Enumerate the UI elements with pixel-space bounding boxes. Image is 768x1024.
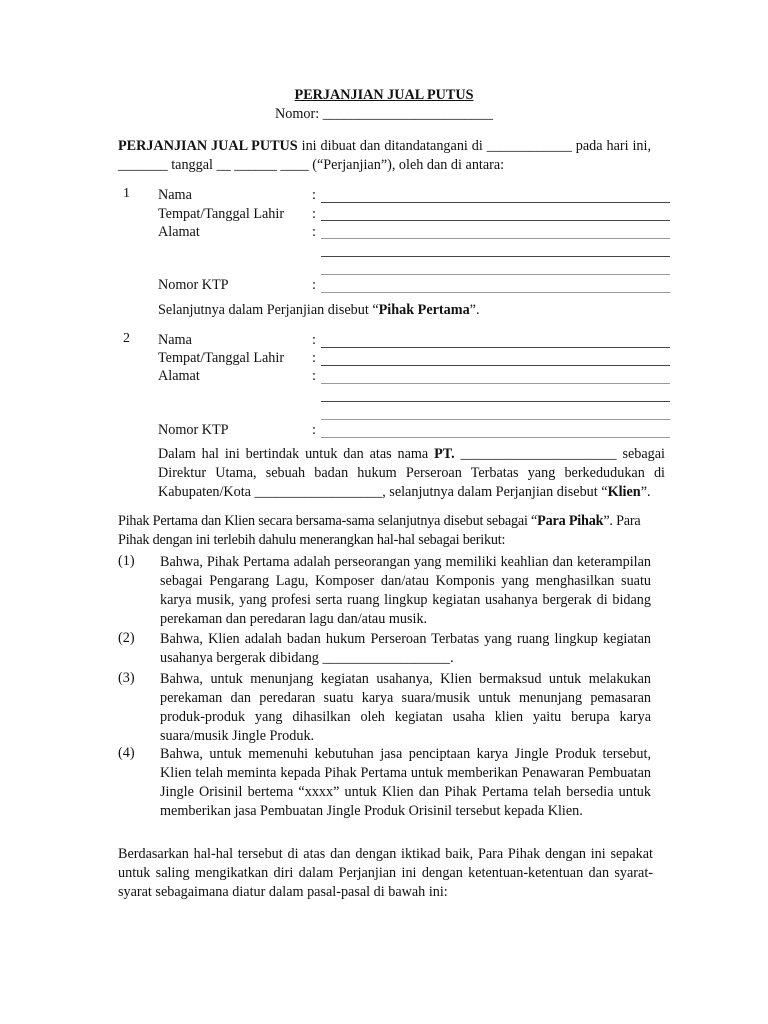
para-pihak-bold: Para Pihak xyxy=(537,513,604,529)
party1-alamat-line-3 xyxy=(321,274,670,275)
recital-3-text: Bahwa, untuk menunjang kegiatan usahanya, Klien bermaksud untuk melakukan perekaman dan peredaran suatu karya suara/musik untuk menunjang pemasaran produk-produk yang dihasilkan oleh kegiatan usaha klien yaitu berupa karya suara/musik Jingle Produk. xyxy=(160,671,651,744)
party1-closing xyxy=(158,301,651,320)
party2-closing-klien: Klien xyxy=(607,484,641,500)
party1-alamat-label: Alamat xyxy=(158,224,200,240)
para-pihak-p2: ”. Para Pihak dengan ini terlebih dahulu menerangkan hal-hal sebagai berikut: xyxy=(118,513,641,548)
document-number: Nomor: ________________________ xyxy=(275,106,493,122)
party2-closing-pt: PT. xyxy=(434,446,455,462)
party1-nama-line xyxy=(321,202,670,203)
party2-number: 2 xyxy=(123,331,130,346)
party1-ktp-label: Nomor KTP xyxy=(158,277,229,293)
recital-1-number: (1) xyxy=(118,553,135,569)
recital-2-text: Bahwa, Klien adalah badan hukum Perseroan Terbatas yang ruang lingkup kegiatan usahanya bergerak dibidang __________________. xyxy=(160,631,651,666)
closing-paragraph: Berdasarkan hal-hal tersebut di atas dan dengan iktikad baik, Para Pihak dengan ini sepakat untuk saling mengikatkan diri dalam Perjanjian ini dengan ketentuan-ketentuan dan syarat-syarat sebagaimana diatur dalam pasal-pasal di bawah ini: xyxy=(118,846,653,900)
party2-ktp-label: Nomor KTP xyxy=(158,422,229,438)
party2-colon-ktp: : xyxy=(312,422,316,438)
party2-alamat-line-3 xyxy=(321,419,670,420)
intro-text: ini dibuat dan ditandatangani di ____________ pada hari ini, _______ tanggal __ ______ ____ (“Perjanjian”), oleh dan di antara: xyxy=(118,138,652,173)
party1-closing-prefix: Selanjutnya dalam Perjanjian disebut “ xyxy=(158,302,379,318)
party2-colon-alamat: : xyxy=(312,368,316,384)
party1-colon-alamat: : xyxy=(312,224,316,240)
party2-closing-p3: ”. xyxy=(640,484,651,500)
party1-number: 1 xyxy=(123,186,130,201)
recital-2-number: (2) xyxy=(118,630,135,646)
party2-closing-p1: Dalam hal ini bertindak untuk dan atas nama xyxy=(158,446,435,462)
para-pihak-paragraph xyxy=(118,512,653,550)
party2-alamat-line-1 xyxy=(321,383,670,384)
party1-nama-label: Nama xyxy=(158,187,192,203)
party1-closing-suffix: ”. xyxy=(469,302,480,318)
party2-colon-ttl: : xyxy=(312,350,316,366)
party2-closing xyxy=(158,445,665,502)
party2-colon-nama: : xyxy=(312,332,316,348)
party1-colon-nama: : xyxy=(312,187,316,203)
party2-ttl-label: Tempat/Tanggal Lahir xyxy=(158,350,285,366)
party1-ktp-line xyxy=(321,292,670,293)
recital-4-text: Bahwa, untuk memenuhi kebutuhan jasa penciptaan karya Jingle Produk tersebut, Klien telah meminta kepada Pihak Pertama untuk memberikan Penawaran Pembuatan Jingle Orisinil bertema “xxxx” untuk Klien dan Pihak Pertama telah bersedia untuk memberikan jasa Pembuatan Jingle Produk Orisinil tersebut kepada Klien. xyxy=(160,746,651,819)
party1-ttl-label: Tempat/Tanggal Lahir xyxy=(158,206,285,222)
party1-ttl-line xyxy=(321,220,670,221)
party1-closing-bold: Pihak Pertama xyxy=(378,302,470,318)
party1-colon-ttl: : xyxy=(312,206,316,222)
recital-3-number: (3) xyxy=(118,670,135,686)
party2-ttl-line xyxy=(321,365,670,366)
recital-1-text: Bahwa, Pihak Pertama adalah perseorangan yang memiliki keahlian dan keterampilan sebagai Pengarang Lagu, Komposer dan/atau Komponis yang menghasilkan suatu karya musik, yang profesi serta ruang lingkup kegiatan usahanya bergerak di bidang perekaman dan peredaran lagu dan/atau musik. xyxy=(160,554,651,627)
para-pihak-p1: Pihak Pertama dan Klien secara bersama-sama selanjutnya disebut sebagai “ xyxy=(118,513,538,529)
recital-4-number: (4) xyxy=(118,745,135,761)
party2-nama-label: Nama xyxy=(158,332,192,348)
party1-alamat-line-1 xyxy=(321,238,670,239)
party2-closing-p2: ______________________ sebagai Direktur Utama, sebuah badan hukum Perseroan Terbatas yang berkedudukan di Kabupaten/Kota __________________, selanjutnya dalam Perjanjian disebut “ xyxy=(158,446,665,500)
intro-bold: PERJANJIAN JUAL PUTUS xyxy=(118,138,298,154)
party2-alamat-label: Alamat xyxy=(158,368,200,384)
document-title: PERJANJIAN JUAL PUTUS xyxy=(294,87,474,103)
party1-alamat-line-2 xyxy=(321,256,670,257)
intro-paragraph xyxy=(118,137,651,175)
party2-nama-line xyxy=(321,347,670,348)
party2-alamat-line-2 xyxy=(321,401,670,402)
party2-ktp-line xyxy=(321,437,670,438)
party1-colon-ktp: : xyxy=(312,277,316,293)
